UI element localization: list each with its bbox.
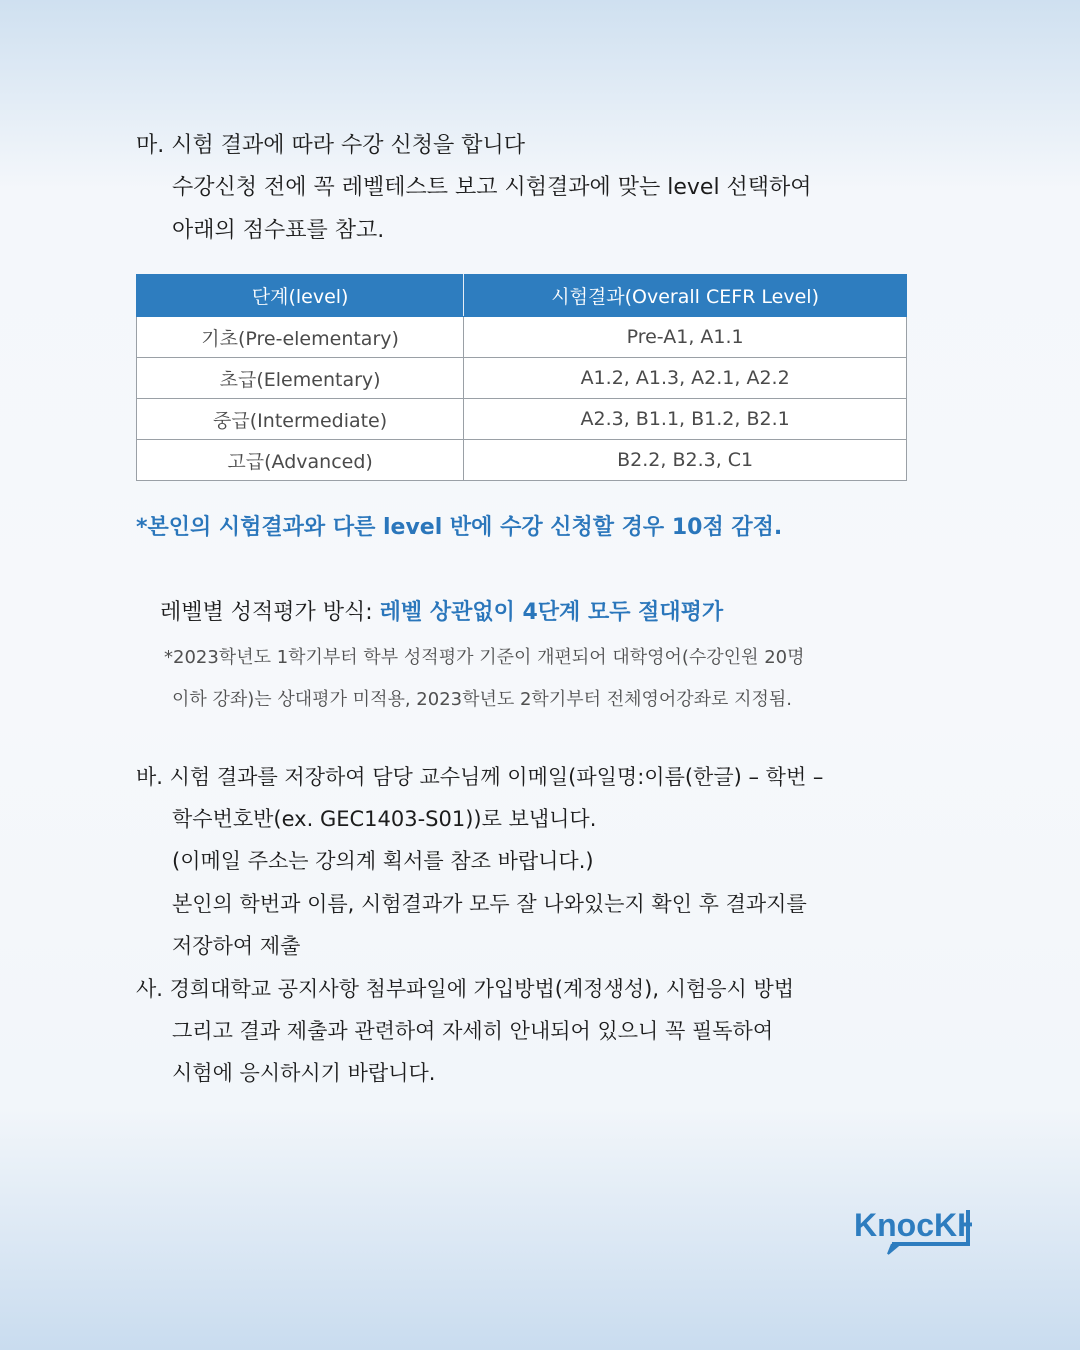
- cell-result: B2.2, B2.3, C1: [464, 440, 907, 481]
- header-result: 시험결과(Overall CEFR Level): [464, 275, 907, 317]
- table-row: [137, 440, 907, 481]
- penalty-note: *본인의 시험결과와 다른 level 반에 수강 신청할 경우 10점 감점.: [136, 515, 783, 540]
- section-sa-line2: 그리고 결과 제출과 관련하여 자세히 안내되어 있으니 꼭 필독하여: [172, 1019, 774, 1043]
- grading-label: 레벨별 성적평가 방식:: [160, 600, 380, 625]
- section-ma-heading: 마. 시험 결과에 따라 수강 신청을 합니다: [136, 133, 525, 158]
- level-score-table: [136, 274, 907, 481]
- cell-level: 기초(Pre-elementary): [137, 317, 464, 358]
- table-row: [137, 399, 907, 440]
- section-ba-line2: 학수번호반(ex. GEC1403-S01))로 보냅니다.: [172, 807, 597, 831]
- header-level: 단계(level): [137, 275, 464, 317]
- section-sa-heading: 사. 경희대학교 공지사항 첨부파일에 가입방법(계정생성), 시험응시 방법: [136, 977, 795, 1001]
- grading-method: [160, 598, 723, 628]
- grading-value: 레벨 상관없이 4단계 모두 절대평가: [379, 600, 724, 625]
- grading-note-line2: 이하 강좌)는 상대평가 미적용, 2023학년도 2학기부터 전체영어강좌로 지정됨.: [172, 689, 793, 710]
- section-ba-heading: 바. 시험 결과를 저장하여 담당 교수님께 이메일(파일명:이름(한글) – 학번 –: [136, 765, 824, 789]
- cell-result: A1.2, A1.3, A2.1, A2.2: [464, 358, 907, 399]
- section-ma-line3: 아래의 점수표를 참고.: [172, 218, 385, 243]
- section-ma-line2: 수강신청 전에 꼭 레벨테스트 보고 시험결과에 맞는 level 선택하여: [172, 175, 812, 200]
- cell-level: 초급(Elementary): [137, 358, 464, 399]
- knockh-logo: [852, 1204, 972, 1260]
- section-ba-line3: (이메일 주소는 강의계 획서를 참조 바랍니다.): [172, 849, 594, 873]
- logo-text: KnocKH: [854, 1207, 972, 1243]
- table-row: [137, 358, 907, 399]
- section-ba-line4: 본인의 학번과 이름, 시험결과가 모두 잘 나와있는지 확인 후 결과지를: [172, 892, 807, 916]
- section-sa-line3: 시험에 응시하시기 바랍니다.: [172, 1061, 436, 1085]
- cell-level: 중급(Intermediate): [137, 399, 464, 440]
- cell-level: 고급(Advanced): [137, 440, 464, 481]
- table-row: [137, 317, 907, 358]
- section-ba-line5: 저장하여 제출: [172, 934, 301, 958]
- knockh-logo-mark: [852, 1204, 972, 1256]
- cell-result: Pre-A1, A1.1: [464, 317, 907, 358]
- grading-note-line1: *2023학년도 1학기부터 학부 성적평가 기준이 개편되어 대학영어(수강인원 20명: [164, 647, 805, 668]
- table-header-row: [137, 275, 907, 317]
- cell-result: A2.3, B1.1, B1.2, B2.1: [464, 399, 907, 440]
